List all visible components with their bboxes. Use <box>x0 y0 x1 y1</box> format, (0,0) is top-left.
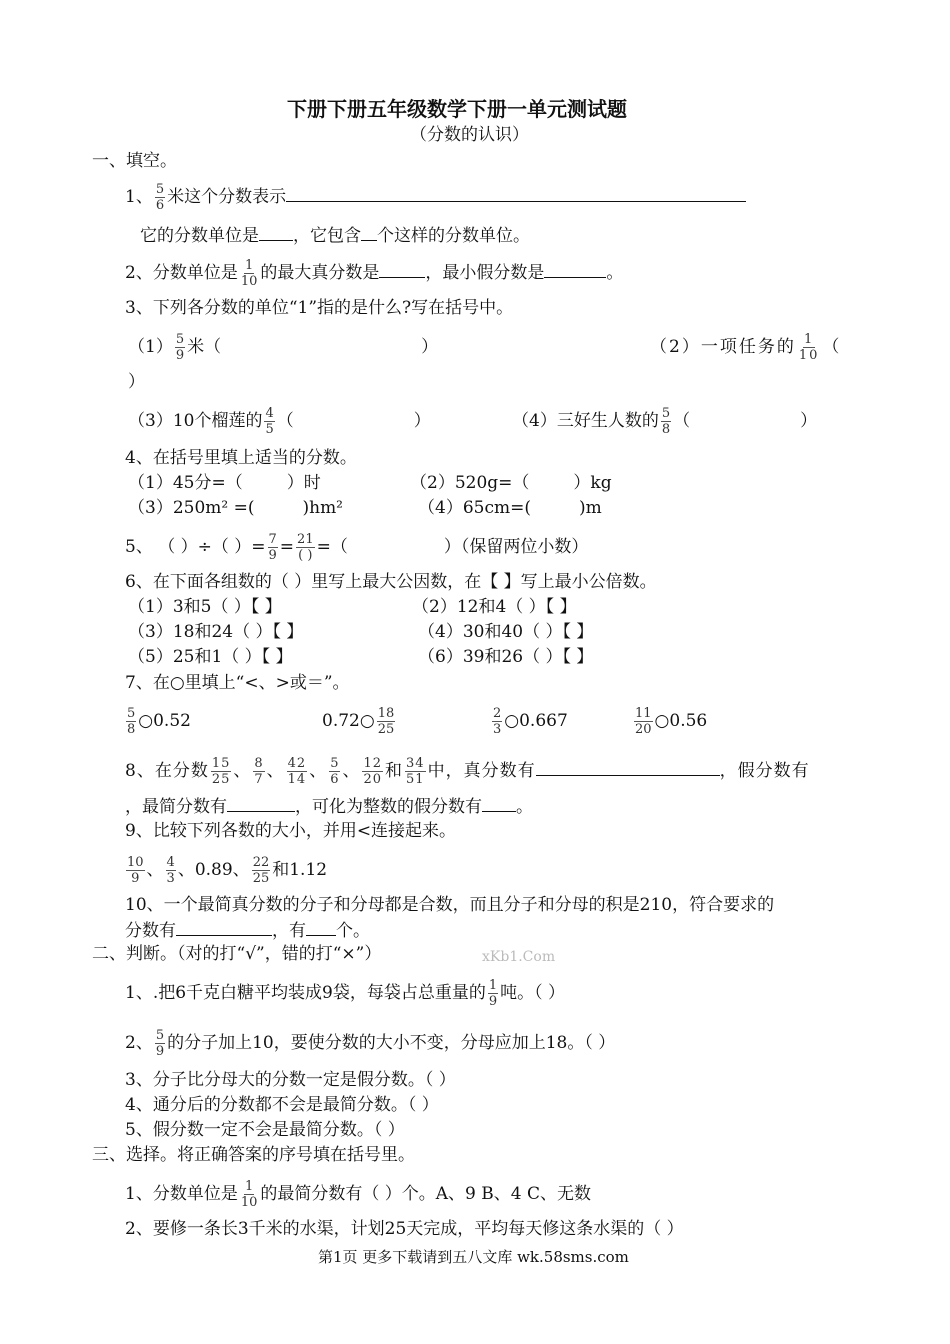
judge-1: 1、.把6千克白糖平均装成9袋，每袋占总重量的 $\frac{1}{9}$ 吨。（ ） <box>125 978 566 1009</box>
question-6-item: （3）18和24（ ）【 】 <box>128 622 304 642</box>
fraction: $\frac{10}{9}$ <box>127 855 144 886</box>
section-2-heading: 二、判断。（对的打“√”，错的打“×”） <box>92 944 382 964</box>
page-title: 下册下册五年级数学下册一单元测试题 <box>287 97 627 121</box>
fraction: $\frac{5}{9}$ <box>155 1028 165 1059</box>
fraction: $\frac{1}{10}$ <box>240 1179 258 1210</box>
answer-blank[interactable] <box>259 223 293 241</box>
fraction: $\frac{2}{3}$ <box>493 706 502 737</box>
fraction: 21 ( ) <box>297 532 314 563</box>
judge-3: 3、分子比分母大的分数一定是假分数。（ ） <box>125 1070 456 1090</box>
fraction: $\frac{1}{10}$ <box>798 332 820 363</box>
answer-blank[interactable] <box>544 260 606 278</box>
fraction: $\frac{15}{25}$ <box>211 756 231 787</box>
question-3-item-4: （4）三好生人数的 $\frac{5}{8}$ （ ） <box>512 406 818 437</box>
fraction: $\frac{18}{25}$ <box>377 706 395 737</box>
page-footer: 第1页 更多下载请到五八文库 wk.58sms.com <box>318 1248 629 1266</box>
question-1-line2: 它的分数单位是 ，它包含 个这样的分数单位。 <box>140 223 530 247</box>
fraction: $\frac{5}{8}$ <box>127 706 136 737</box>
question-6-item: （5）25和1（ ）【 】 <box>128 647 293 667</box>
question-7-compare-1: $\frac{5}{8}$ ○0.52 <box>127 706 191 737</box>
question-3-item-1: （1） $\frac{5}{9}$ 米（ ） <box>128 332 439 363</box>
question-4-item-3: （3）250m² =( )hm² <box>128 498 344 518</box>
answer-blank[interactable] <box>482 794 516 812</box>
fraction: $\frac{11}{20}$ <box>635 706 652 737</box>
fraction: $\frac{4}{5}$ <box>265 406 274 437</box>
question-5: 5、 （ ）÷（ ）= $\frac{7}{9}$ = 21 ( ) =（ ）（保留两位小数） <box>125 532 589 563</box>
fraction: $\frac{5}{9}$ <box>175 332 185 363</box>
judge-5: 5、假分数一定不会是最简分数。（ ） <box>125 1120 405 1140</box>
question-3-item-3: （3）10个榴莲的 $\frac{4}{5}$ （ ） <box>128 406 431 437</box>
fraction: $\frac{7}{9}$ <box>268 532 277 563</box>
answer-blank[interactable] <box>306 918 336 936</box>
fraction: $\frac{4}{3}$ <box>166 855 175 886</box>
question-10: 10、一个最简真分数的分子和分母都是合数，而且分子和分母的积是210，符合要求的 <box>125 895 775 915</box>
fraction: $\frac{1}{9}$ <box>488 978 498 1009</box>
question-6-item: （2）12和4（ ）【 】 <box>412 597 577 617</box>
question-6-item: （6）39和26（ ）【 】 <box>418 647 594 667</box>
question-7-compare-3: $\frac{2}{3}$ ○0.667 <box>493 706 568 737</box>
section-3-heading: 三、选择。将正确答案的序号填在括号里。 <box>92 1145 415 1165</box>
question-3-item-2: （2）一项任务的 $\frac{1}{10}$ （ <box>650 332 842 363</box>
question-9-numbers: $\frac{10}{9}$ 、 $\frac{4}{3}$ 、0.89、 $\frac{22}{25}$ 和1.12 <box>127 855 328 886</box>
answer-blank[interactable] <box>379 260 425 278</box>
fraction: $\frac{5}{6}$ <box>330 756 340 787</box>
watermark: xKb1.Com <box>482 949 556 965</box>
question-2: 2、分数单位是 $\frac{1}{10}$ 的最大真分数是 ，最小假分数是 。 <box>125 258 624 289</box>
question-4-item-2: （2）520g=（ ）kg <box>410 473 612 493</box>
choice-2: 2、要修一条长3千米的水渠，计划25天完成，平均每天修这条水渠的（ ） <box>125 1219 684 1239</box>
question-7: 7、在○里填上“<、>或＝”。 <box>125 673 350 693</box>
answer-blank[interactable] <box>536 758 720 776</box>
question-1: 1、 $\frac{5}{6}$ 米这个分数表示 <box>125 182 746 213</box>
question-3: 3、下列各分数的单位“1”指的是什么?写在括号中。 <box>125 298 514 318</box>
question-4: 4、在括号里填上适当的分数。 <box>125 448 357 468</box>
answer-blank[interactable] <box>227 794 295 812</box>
section-1-heading: 一、填空。 <box>92 151 177 171</box>
answer-blank[interactable] <box>176 918 272 936</box>
question-3-item-2-close: ） <box>128 372 145 392</box>
question-7-compare-4: $\frac{11}{20}$ ○0.56 <box>635 706 708 737</box>
answer-blank[interactable] <box>361 223 377 241</box>
question-9: 9、比较下列各数的大小，并用<连接起来。 <box>125 821 457 841</box>
fraction: $\frac{5}{6}$ <box>155 182 165 213</box>
fraction: $\frac{22}{25}$ <box>252 855 270 886</box>
fraction: $\frac{34}{51}$ <box>406 756 425 787</box>
fraction: $\frac{5}{8}$ <box>661 406 671 437</box>
page-subtitle: （分数的认识） <box>410 125 529 145</box>
question-6: 6、在下面各组数的（ ）里写上最大公因数，在【 】写上最小公倍数。 <box>125 572 657 592</box>
question-4-item-1: （1）45分=（ ）时 <box>128 473 321 493</box>
fraction: $\frac{8}{7}$ <box>254 756 264 787</box>
question-4-item-4: （4）65cm=( )m <box>418 498 602 518</box>
question-8-line2: ，最简分数有 ，可化为整数的假分数有 。 <box>125 794 533 818</box>
fraction: $\frac{12}{20}$ <box>363 756 383 787</box>
judge-2: 2、 $\frac{5}{9}$ 的分子加上10，要使分数的大小不变，分母应加上18。（ ） <box>125 1028 616 1059</box>
fraction: $\frac{42}{14}$ <box>287 756 307 787</box>
question-6-item: （4）30和40（ ）【 】 <box>418 622 594 642</box>
fraction: $\frac{1}{10}$ <box>240 258 258 289</box>
question-8: 8、在分数 $\frac{15}{25}$ 、 $\frac{8}{7}$ 、 $\frac{42}{14}$ 、 $\frac{5}{6}$ 、 $\frac{12}{20}$ 和 $\frac{34}{51}$ 中，真分数有 ，假分数有 <box>125 756 810 787</box>
question-10-line2: 分数有 ，有 个。 <box>125 918 370 942</box>
answer-blank[interactable] <box>286 184 746 202</box>
question-7-compare-2: 0.72○ $\frac{18}{25}$ <box>322 706 395 737</box>
choice-1: 1、分数单位是 $\frac{1}{10}$ 的最简分数有（ ）个。A、9 B、4 C、无数 <box>125 1179 591 1210</box>
judge-4: 4、通分后的分数都不会是最简分数。（ ） <box>125 1095 439 1115</box>
question-6-item: （1）3和5（ ）【 】 <box>128 597 282 617</box>
